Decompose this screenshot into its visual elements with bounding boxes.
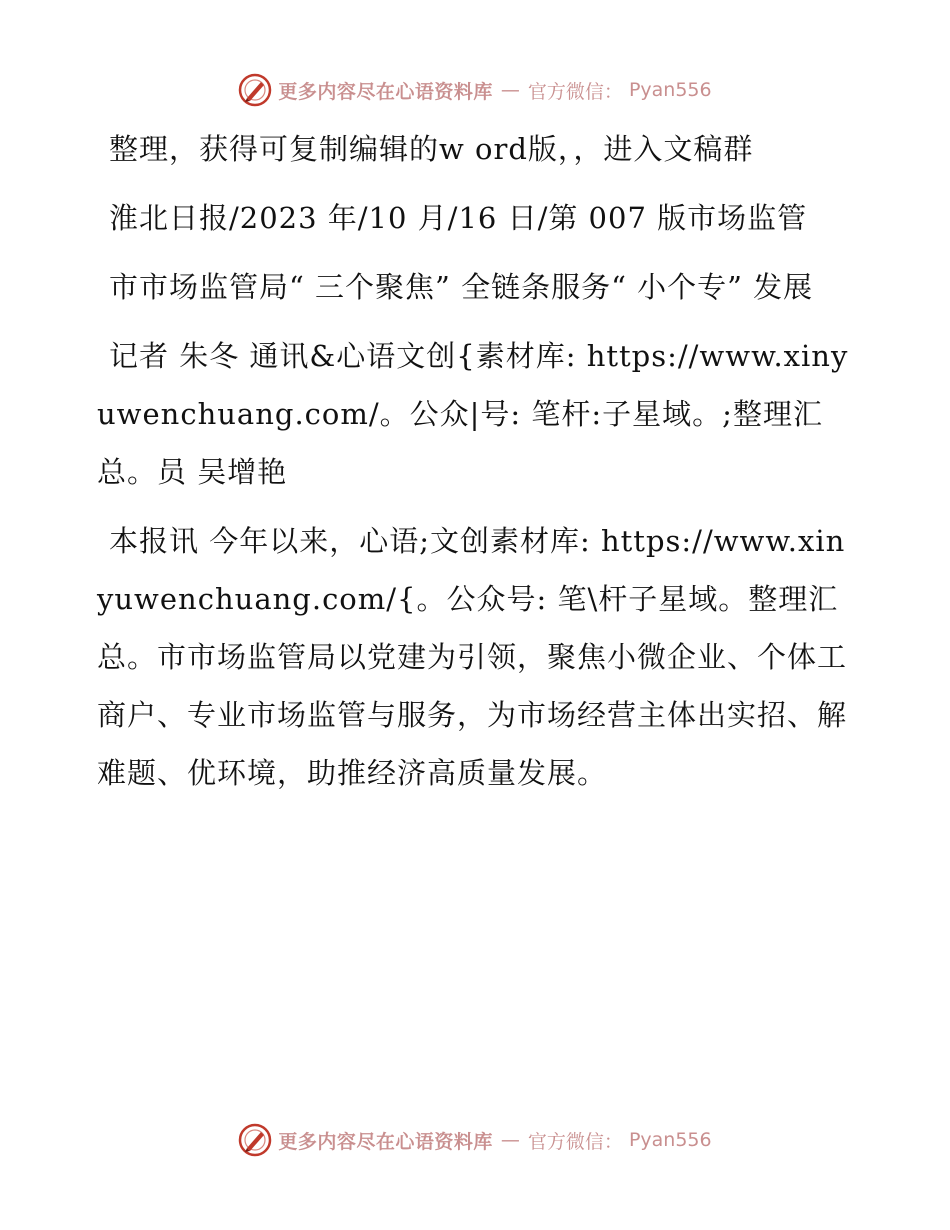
- pen-logo-icon: [238, 1123, 272, 1157]
- banner-sub-text: 官方微信：: [527, 1130, 623, 1153]
- paragraph-intro: 整理，获得可复制编辑的w ord版，，进入文稿群: [109, 132, 754, 166]
- banner-separator: —: [500, 1129, 520, 1151]
- paragraph-body: 本报讯 今年以来，心语;文创素材库: https://www.xinyuwenchuang.com/{。公众号: 笔\杆子星域。整理汇总。市市场监管局以党建为引领，聚焦小微企业、个体工商户、专业市场监管与服务，为市场经营主体出实招、解难题、优环境，助推经济高质量发展。: [97, 524, 848, 790]
- banner-separator: —: [500, 79, 520, 101]
- article-title: 市市场监管局“ 三个聚焦” 全链条服务“ 小个专” 发展: [109, 270, 814, 304]
- banner-main-text: 更多内容尽在心语资料库: [278, 1130, 493, 1153]
- document-body: [97, 120, 857, 813]
- header-banner: [0, 70, 950, 110]
- banner-sub-text: 官方微信：: [527, 80, 623, 103]
- pen-logo-icon: [238, 73, 272, 107]
- banner-wechat-id: Pyan556: [628, 1129, 712, 1151]
- paragraph-source: 淮北日报/2023 年/10 月/16 日/第 007 版市场监管: [109, 201, 808, 235]
- banner-main-text: 更多内容尽在心语资料库: [278, 80, 493, 103]
- banner-wechat-id: Pyan556: [628, 79, 712, 101]
- paragraph-byline: 记者 朱冬 通讯&心语文创{素材库: https://www.xinyuwenchuang.com/。公众|号: 笔杆:子星域。;整理汇总。员 吴增艳: [97, 339, 849, 489]
- footer-banner: [0, 1120, 950, 1160]
